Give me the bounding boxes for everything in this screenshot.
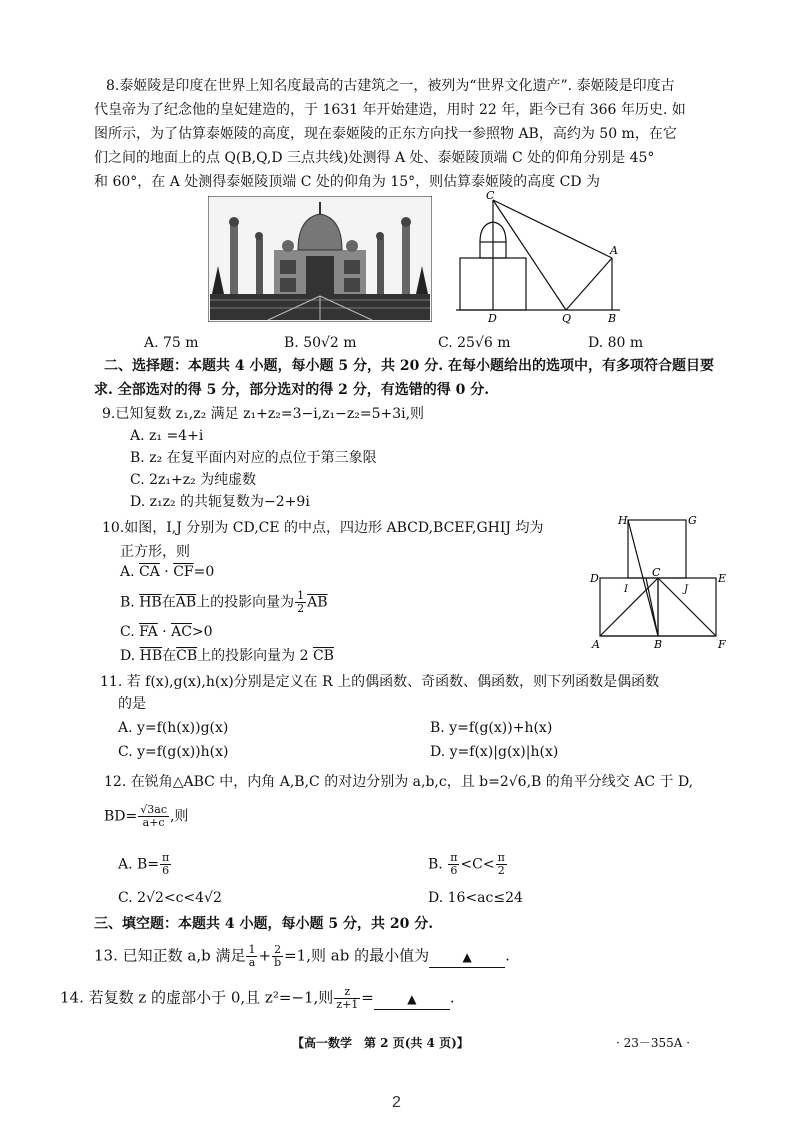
- fig-label-a: A: [610, 244, 618, 257]
- q10-option-a: A. $\overline{CA} \cdot \overline{CF}=0$: [120, 564, 215, 580]
- q10-label-d: D: [590, 572, 599, 585]
- q12-stem1: 12. 在锐角△ABC 中，内角 A,B,C 的对边分别为 a,b,c，且 b=2√6,B 的角平分线交 AC 于 D,: [104, 774, 694, 790]
- q9-option-b: B. z₂ 在复平面内对应的点位于第三象限: [130, 450, 377, 466]
- q9-option-c: C. 2z₁+z₂ 为纯虚数: [130, 472, 257, 488]
- fig-label-c: C: [486, 189, 495, 202]
- q10-label-c: C: [652, 566, 661, 579]
- q14-answer-blank: ▲: [374, 988, 450, 1010]
- q8-line2: 代皇帝为了纪念他的皇妃建造的，于 1631 年开始建造，用时 22 年，距今已有 366 年历史. 如: [94, 102, 686, 118]
- q13-answer-blank: ▲: [429, 946, 505, 968]
- q10-stem1: 10.如图，I,J 分别为 CD,CE 的中点，四边形 ABCD,BCEF,GHIJ 均为: [102, 520, 544, 536]
- fig-label-b: B: [608, 312, 617, 325]
- q10-option-d: D. $\overline{HB}$在$\overline{CB}$上的投影向量为 2 $\overline{CB}$: [120, 648, 334, 664]
- q10-label-e: E: [718, 572, 727, 585]
- q10-label-f: F: [718, 638, 726, 651]
- q10-option-c: C. $\overline{FA} \cdot \overline{AC}>0$: [120, 624, 213, 640]
- q8-line4: 们之间的地面上的点 Q(B,Q,D 三点共线)处测得 A 处、泰姬陵顶端 C 处的仰角分别是 45°: [94, 150, 655, 166]
- q10-label-b: B: [654, 638, 663, 651]
- q10-label-g: G: [688, 514, 697, 527]
- q11-option-b: B. y=f(g(x))+h(x): [430, 720, 553, 736]
- q9-option-a: A. z₁ =4+i: [130, 428, 204, 444]
- q8-option-c: C. 25√6 m: [438, 335, 511, 351]
- section2-line2: 求. 全部选对的得 5 分，部分选对的得 2 分，有选错的得 0 分.: [94, 382, 490, 398]
- section3-heading: 三、填空题：本题共 4 小题，每小题 5 分，共 20 分.: [94, 916, 434, 932]
- q9-stem: 9.已知复数 z₁,z₂ 满足 z₁+z₂=3−i,z₁−z₂=5+3i,则: [102, 406, 425, 422]
- taj-mahal-image: [208, 196, 432, 322]
- q12-bd-formula: BD= $\frac{√3ac}{a+c}$ ,则: [104, 803, 189, 829]
- q13-text: 13. 已知正数 a,b 满足 $\frac{1}{a}$ + $\frac{2}{b}$ =1,则 ab 的最小值为 ▲ .: [94, 943, 510, 969]
- q11-option-d: D. y=f(x)|g(x)|h(x): [430, 744, 559, 760]
- footer-code: · 23－355A ·: [616, 1036, 691, 1050]
- q14-text: 14. 若复数 z 的虚部小于 0,且 z²=−1,则 $\frac{z}{z+1}$ = ▲ .: [60, 985, 455, 1011]
- q8-geometry-figure: [448, 188, 628, 328]
- q8-option-a: A. 75 m: [144, 335, 199, 351]
- q8-option-d: D. 80 m: [588, 335, 644, 351]
- q10-label-i: I: [624, 584, 628, 595]
- q10-label-j: J: [684, 584, 689, 595]
- q10-stem2: 正方形，则: [120, 544, 190, 560]
- q8-option-b: B. 50√2 m: [284, 335, 357, 351]
- q10-label-h: H: [618, 514, 628, 527]
- q10-label-a: A: [592, 638, 600, 651]
- q12-option-a: A. B= $\frac{\pi}{6}$: [118, 851, 170, 877]
- fig-label-d: D: [488, 312, 497, 325]
- q8-line5: 和 60°，在 A 处测得泰姬陵顶端 C 处的仰角为 15°，则估算泰姬陵的高度 CD 为: [94, 174, 600, 190]
- q9-option-d: D. z₁z₂ 的共轭复数为−2+9i: [130, 494, 310, 510]
- q8-line1: 8.泰姬陵是印度在世界上知名度最高的古建筑之一，被列为“世界文化遗产”. 泰姬陵是印度古: [106, 78, 675, 94]
- section2-line1: 二、选择题：本题共 4 小题，每小题 5 分，共 20 分. 在每小题给出的选项中，有多项符合题目要: [104, 358, 714, 374]
- q12-option-c: C. 2√2<c<4√2: [118, 890, 222, 906]
- q11-option-c: C. y=f(g(x))h(x): [118, 744, 229, 760]
- q11-option-a: A. y=f(h(x))g(x): [118, 720, 229, 736]
- q10-geometry-figure: [588, 512, 728, 654]
- q11-stem1: 11. 若 f(x),g(x),h(x)分别是定义在 R 上的偶函数、奇函数、偶函数，则下列函数是偶函数: [100, 674, 660, 690]
- q10-option-b: B. $\overline{HB}$在$\overline{AB}$上的投影向量为 $\frac{1}{2}$ $\overline{AB}$: [120, 589, 328, 615]
- q12-option-d: D. 16<ac≤24: [428, 890, 523, 906]
- q11-stem2: 的是: [118, 696, 146, 712]
- page-number: 2: [392, 1094, 401, 1111]
- q12-option-b: B. $\frac{\pi}{6}$ <C< $\frac{\pi}{2}$: [428, 851, 505, 877]
- q8-line3: 图所示，为了估算泰姬陵的高度，现在泰姬陵的正东方向找一参照物 AB，高约为 50 m，在它: [94, 126, 677, 142]
- fig-label-q: Q: [562, 312, 572, 325]
- footer-center: 【高一数学 第 2 页(共 4 页)】: [292, 1036, 469, 1050]
